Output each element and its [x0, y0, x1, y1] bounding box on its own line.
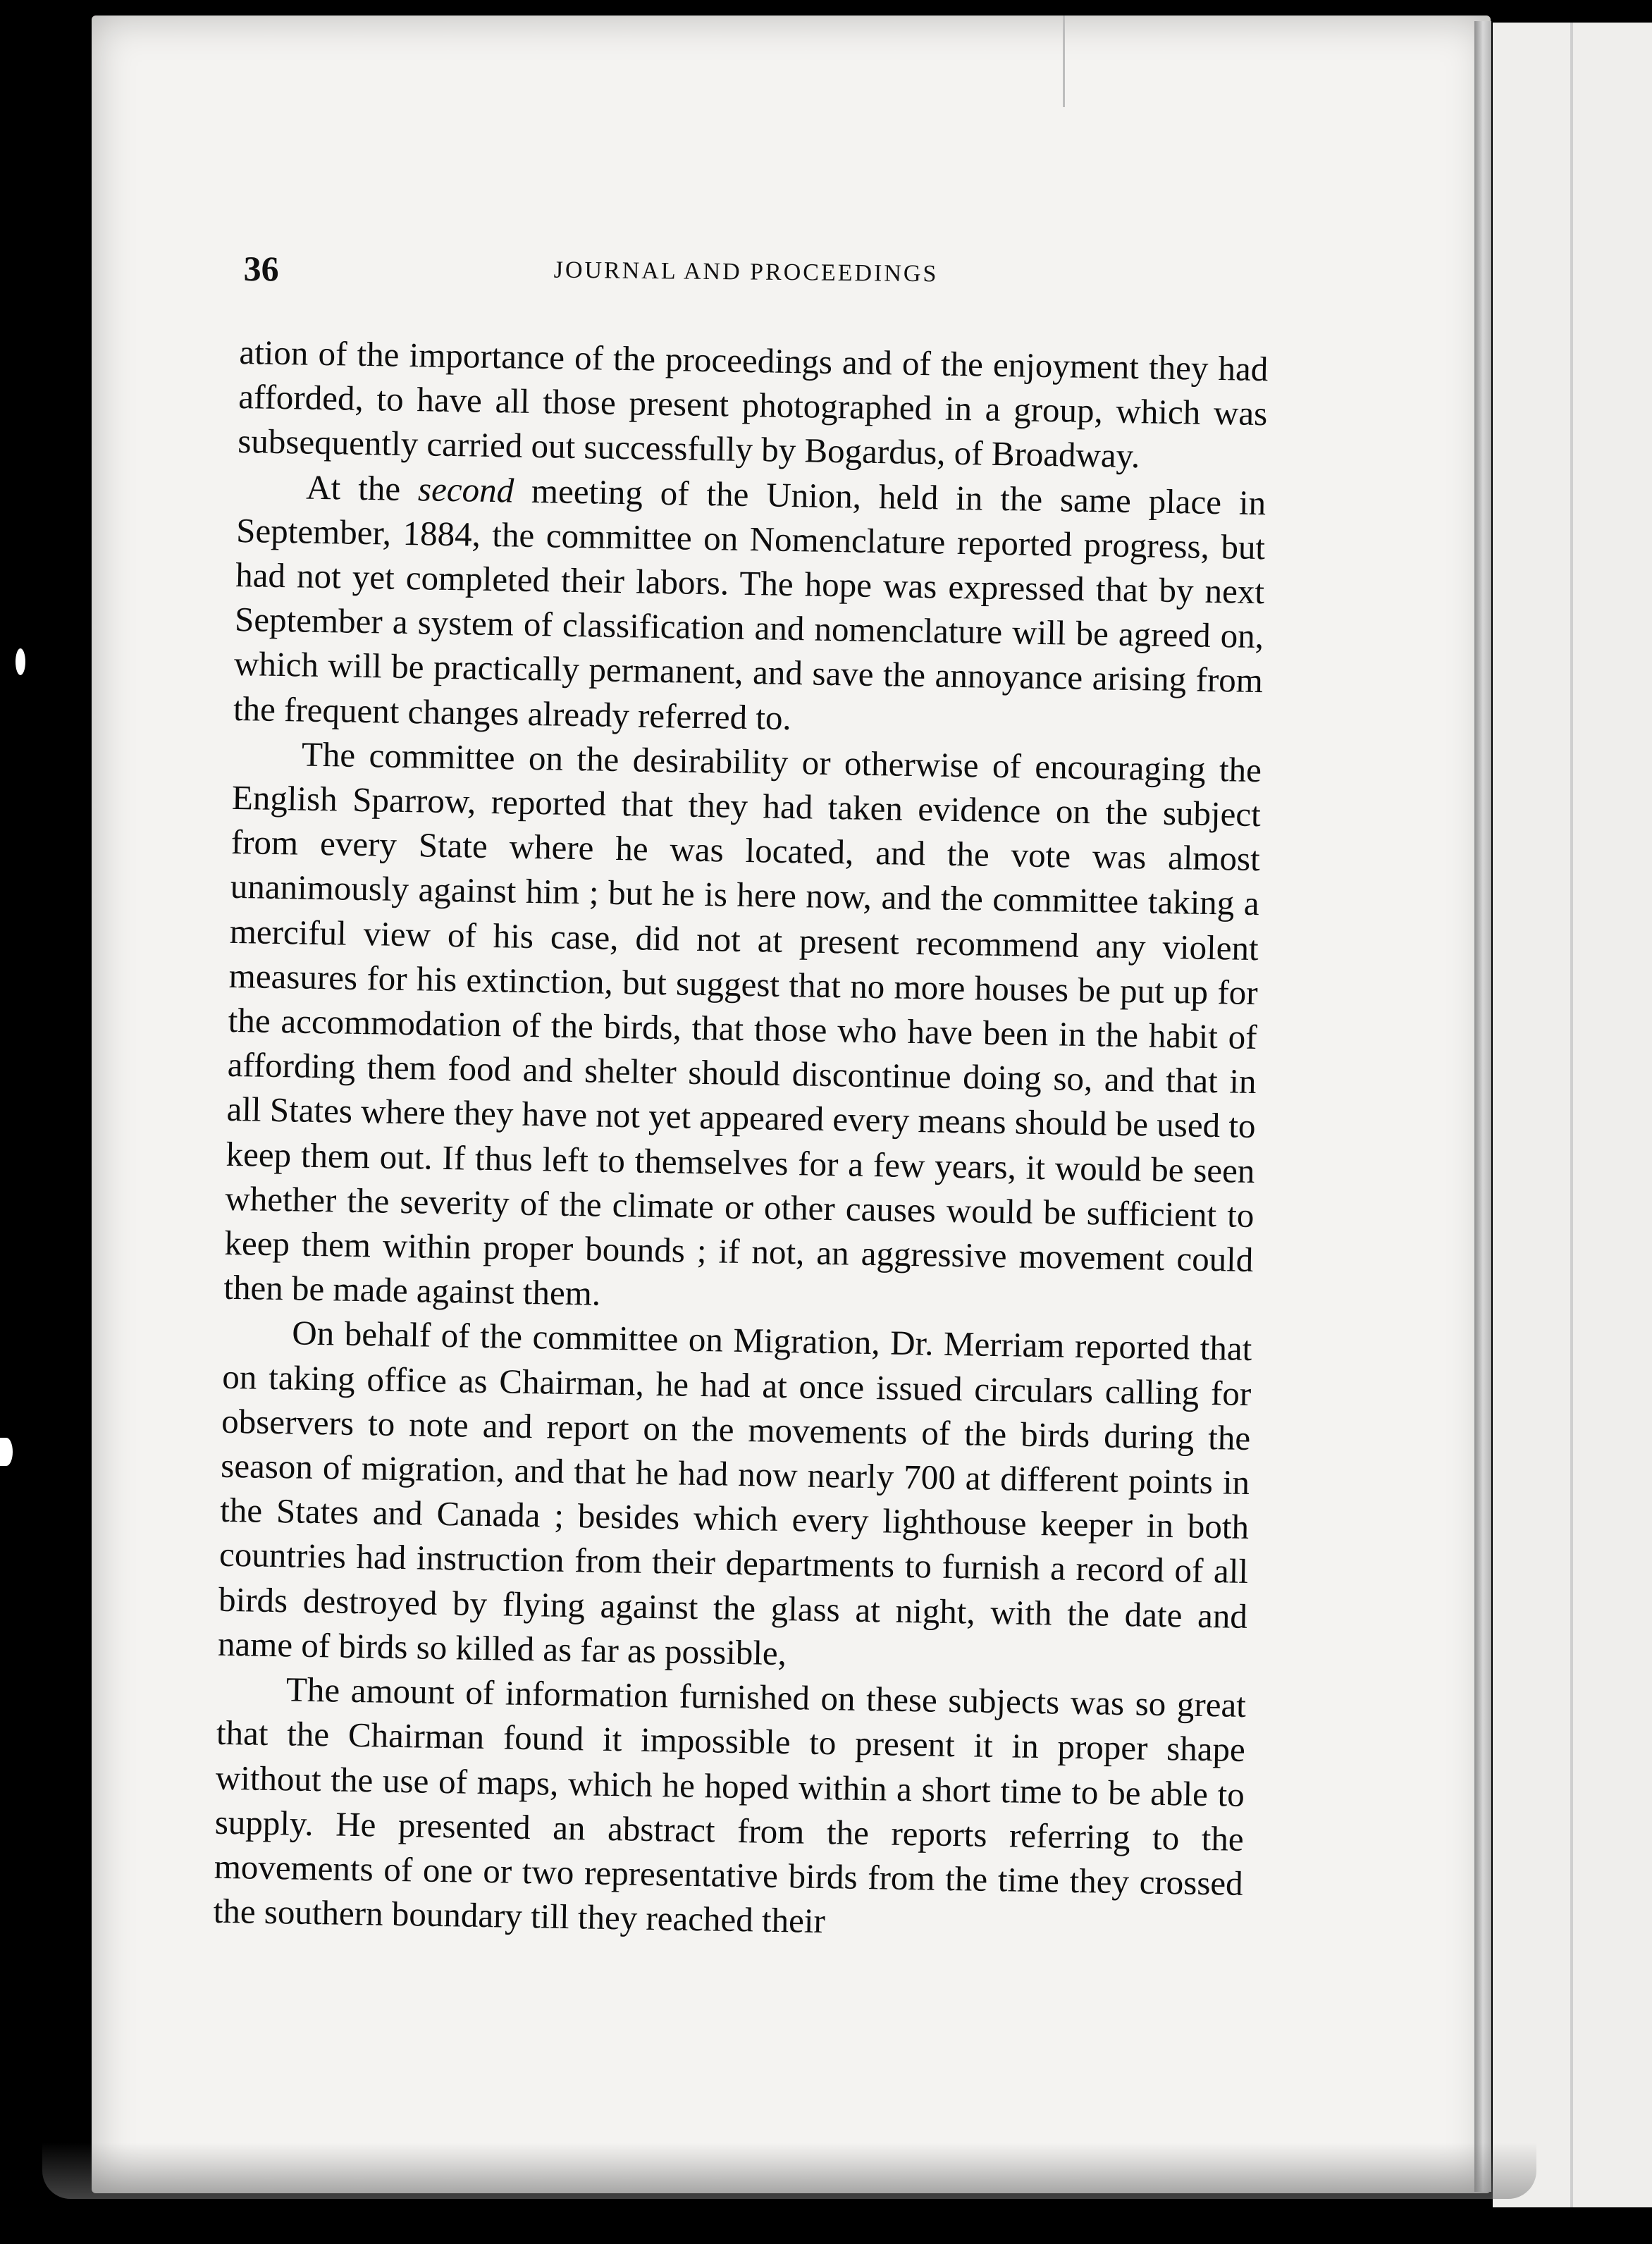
paragraph-continuation: ation of the importance of the proceedings and of the enjoyment they had afforded, to have all those present photographed in a group, which was subsequently carried out successfully by Bogardus, of Broadway. [237, 332, 1269, 476]
italic-word: second [417, 469, 514, 510]
margin-speck [16, 648, 25, 675]
page-bottom-curl [42, 2143, 1536, 2199]
paragraph-second-meeting: At the second meeting of the Union, held in the same place in September, 1884, the committee on Nomenclature reported progress, but had not yet completed their labors. The hope was expressed that by next September a system of classification and nomenclature will be agreed on, which will be practically permanent, and save the annoyance arising from the frequent changes already referred to. [233, 467, 1266, 737]
running-head: JOURNAL AND PROCEEDINGS [553, 257, 939, 288]
paragraph-migration: On behalf of the committee on Migration, Dr. Merriam reported that on taking office as Chairman, he had at once issued circulars calling for observers to note and report on the movements of the birds during the season of migration, and that he had now nearly 700 at different points in the States and Canada ; besides which every lighthouse keeper in both countries had instruction from their departments to furnish a record of all birds destroyed by flying against the glass at night, with the date and name of birds so killed as far as possible, [217, 1313, 1252, 1673]
adjacent-page-edge [1570, 23, 1573, 2207]
paragraph-information: The amount of information furnished on these subjects was so great that the Chairman found it impossible to present it in proper shape without the use of maps, which he hoped within a short time to be able to supply. He presented an abstract from the reports referring to the movements of one or two representative birds from the time they crossed the southern boundary till they reached their [213, 1670, 1247, 1941]
body-text [213, 330, 1269, 1950]
page-number: 36 [243, 248, 279, 289]
page-header [243, 248, 984, 305]
margin-speck [0, 1438, 13, 1466]
page-gutter-shadow [1474, 21, 1491, 2192]
page-crease [1063, 16, 1065, 107]
paragraph-english-sparrow: The committee on the desirability or otherwise of encouraging the English Sparrow, reported that they had taken evidence on the subject from every State where he was located, and the vote was almost unanimously against him ; but he is here now, and the committee taking a merciful view of his case, did not at present recommend any violent measures for his extinction, but suggest that no more houses be put up for the accommodation of the birds, that those who have been in the habit of affording them food and shelter should discontinue doing so, and that in all States where they have not yet appeared every means should be used to keep them out. If thus left to themselves for a few years, it would be seen whether the severity of the climate or other causes would be sufficient to keep them within proper bounds ; if not, an aggressive movement could then be made against them. [223, 734, 1262, 1313]
